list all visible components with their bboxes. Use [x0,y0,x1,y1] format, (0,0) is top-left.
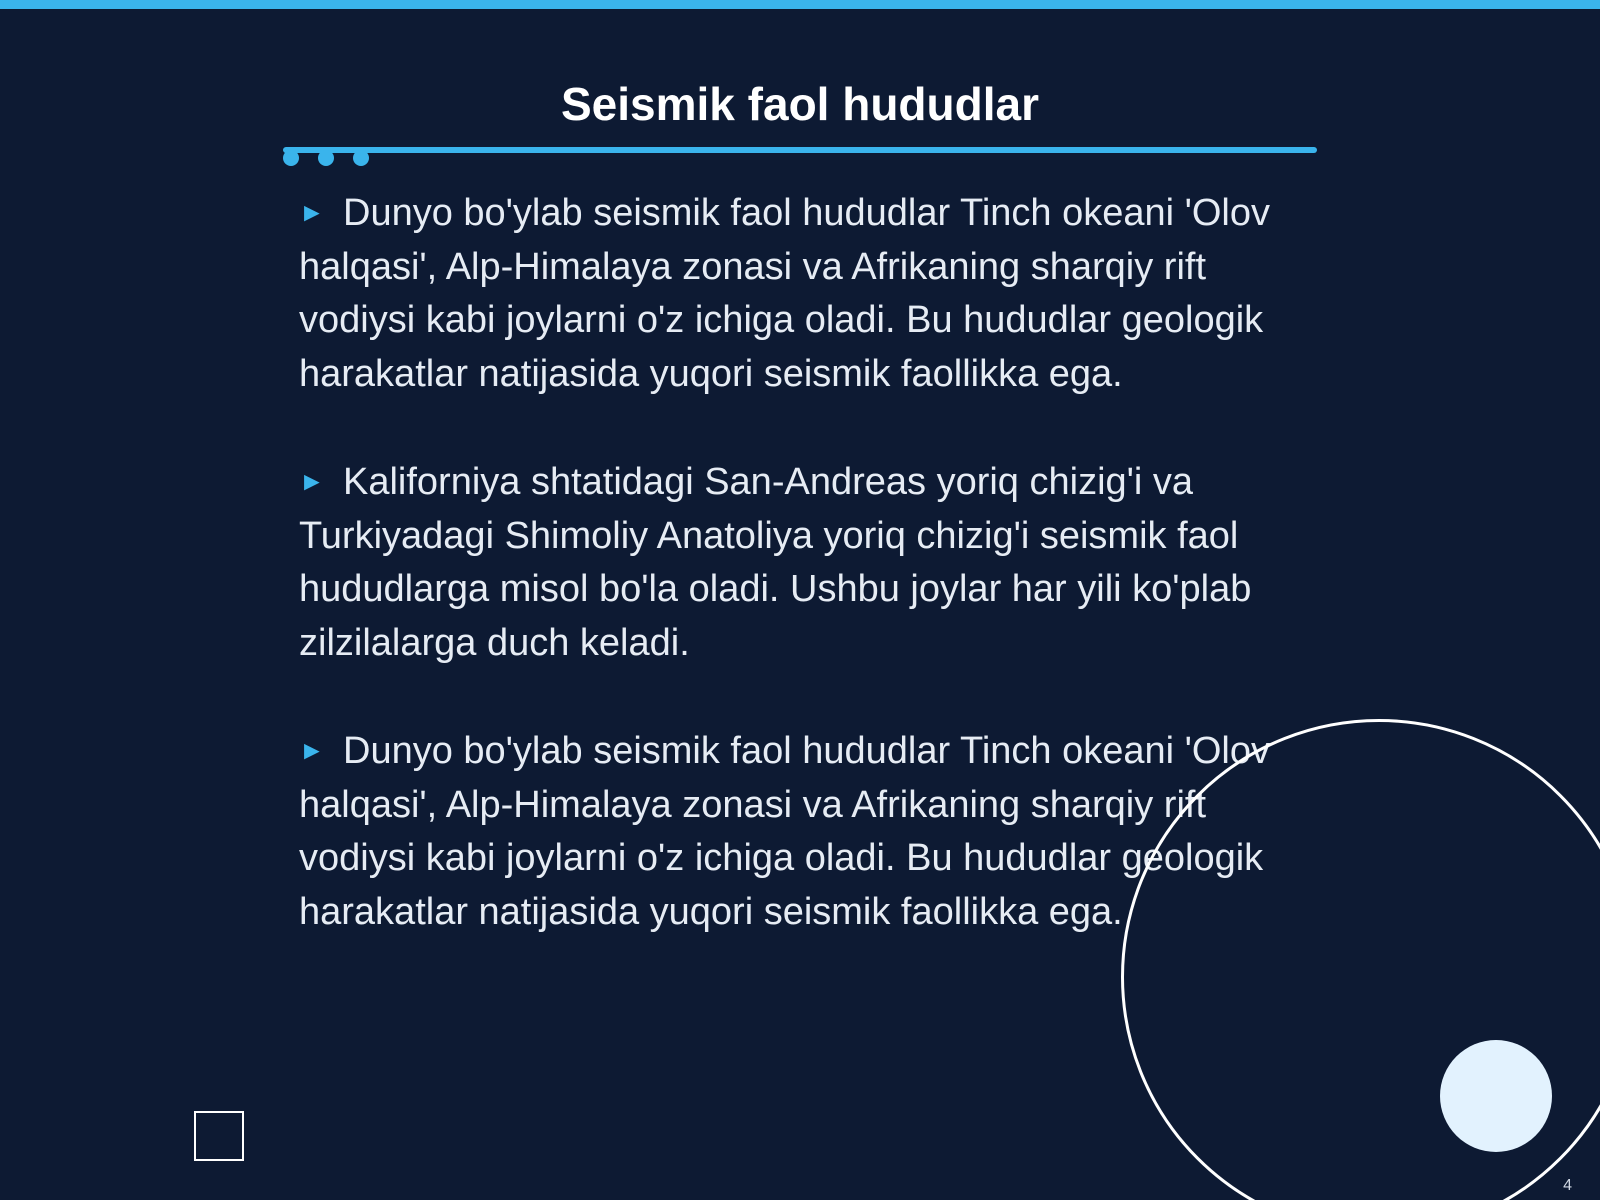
paragraph-text: Dunyo bo'ylab seismik faol hududlar Tinch okeani 'Olov halqasi', Alp-Himalaya zonasi va Afrikaning sharqiy rift vodiysi kabi joylarni o'z ichiga oladi. Bu hududlar geologik harakatlar natijasida yuqori seismik faollikka ega. [299,730,1271,933]
content-paragraph-1 [299,186,1289,401]
slide-title: Seismik faol hududlar [561,78,1039,130]
accent-dot-1 [283,150,299,166]
top-accent-bar [0,0,1600,9]
paragraph-text: Dunyo bo'ylab seismik faol hududlar Tinch okeani 'Olov halqasi', Alp-Himalaya zonasi va Afrikaning sharqiy rift vodiysi kabi joylarni o'z ichiga oladi. Bu hududlar geologik harakatlar natijasida yuqori seismik faollikka ega. [299,192,1271,395]
decorative-circle-filled [1440,1040,1552,1152]
page-number: 4 [1563,1177,1572,1194]
title-underline [283,147,1317,153]
bullet-arrow-icon: ► [299,735,325,765]
decorative-square-outline [194,1111,244,1161]
bullet-arrow-icon: ► [299,466,325,496]
content-paragraph-2 [299,455,1289,670]
accent-dot-2 [318,150,334,166]
content-body [299,186,1289,939]
bullet-arrow-icon: ► [299,197,325,227]
paragraph-text: Kaliforniya shtatidagi San-Andreas yoriq chizig'i va Turkiyadagi Shimoliy Anatoliya yoriq chizig'i seismik faol hududlarga misol bo'la oladi. Ushbu joylar har yili ko'plab zilzilalarga duch keladi. [299,461,1252,664]
accent-dot-3 [353,150,369,166]
